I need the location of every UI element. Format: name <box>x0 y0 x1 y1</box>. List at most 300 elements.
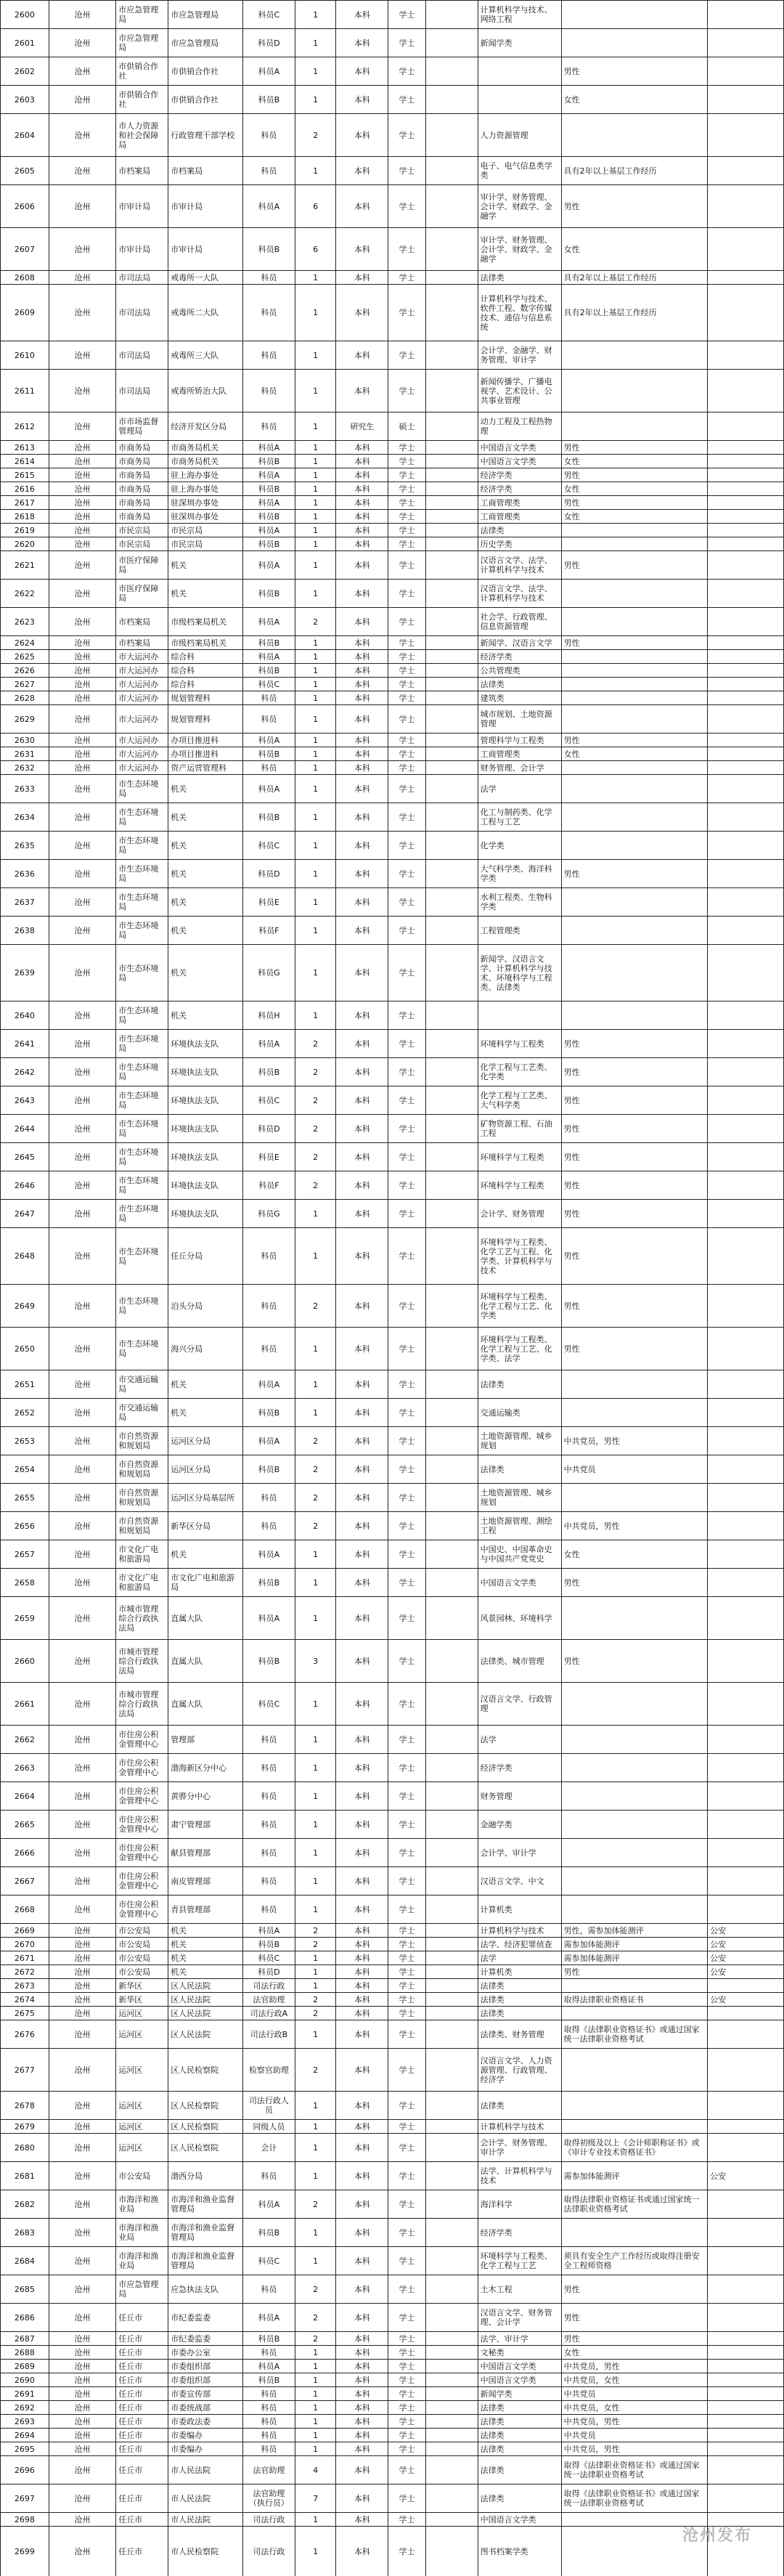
cell-unit: 市生态环境局 <box>116 860 168 888</box>
cell-degree: 学士 <box>388 1285 425 1328</box>
cell-unit: 市交通运输局 <box>116 1370 168 1399</box>
cell-code: 2617 <box>1 496 49 510</box>
cell-code: 2614 <box>1 455 49 468</box>
cell-code: 2678 <box>1 2092 49 2120</box>
cell-city: 沧州 <box>49 2456 115 2484</box>
cell-degree: 学士 <box>388 29 425 57</box>
cell-count: 1 <box>295 1867 336 1896</box>
cell-other: 中共党员，女性 <box>561 2401 707 2415</box>
cell-dept: 渤海新区分中心 <box>168 1754 243 1782</box>
cell-other <box>561 1811 707 1839</box>
cell-remark <box>708 2190 784 2219</box>
cell-edu: 本科 <box>336 1228 388 1285</box>
cell-dept: 市委组织部 <box>168 2360 243 2373</box>
cell-unit: 市生态环境局 <box>116 1143 168 1171</box>
cell-remark <box>708 468 784 482</box>
cell-count: 1 <box>295 2247 336 2275</box>
cell-unit: 市生态环境局 <box>116 1115 168 1143</box>
cell-count: 1 <box>295 29 336 57</box>
cell-unit: 市大运河办 <box>116 705 168 734</box>
cell-edu: 本科 <box>336 803 388 832</box>
cell-dept: 办项目推进科 <box>168 747 243 761</box>
cell-edu: 本科 <box>336 1979 388 1993</box>
cell-major: 法律类 <box>478 2415 561 2429</box>
table-row <box>1 1979 784 1993</box>
cell-code: 2646 <box>1 1171 49 1200</box>
cell-major: 新闻传播学、广播电视学、艺术设计、公共事业管理 <box>478 370 561 413</box>
cell-extra <box>425 2120 478 2134</box>
cell-edu: 本科 <box>336 2304 388 2332</box>
cell-degree: 学士 <box>388 1896 425 1924</box>
cell-extra <box>425 413 478 441</box>
cell-post: 科员 <box>242 705 295 734</box>
cell-count: 2 <box>295 1171 336 1200</box>
cell-post: 科员A <box>242 1597 295 1640</box>
cell-degree: 学士 <box>388 1328 425 1370</box>
cell-count: 2 <box>295 1924 336 1938</box>
cell-other: 男性 <box>561 1640 707 1683</box>
cell-edu: 本科 <box>336 2007 388 2020</box>
cell-degree: 学士 <box>388 86 425 114</box>
cell-count: 1 <box>295 580 336 608</box>
cell-other: 女性 <box>561 228 707 271</box>
cell-degree: 学士 <box>388 441 425 455</box>
cell-extra <box>425 1427 478 1455</box>
table-row <box>1 2304 784 2332</box>
table-row <box>1 157 784 185</box>
cell-dept: 任丘分局 <box>168 1228 243 1285</box>
cell-count: 1 <box>295 2387 336 2401</box>
cell-degree: 学士 <box>388 1512 425 1540</box>
cell-edu: 本科 <box>336 341 388 370</box>
cell-unit: 市城市管理综合行政执法局 <box>116 1597 168 1640</box>
cell-major: 城市规划、土地资源管理 <box>478 705 561 734</box>
cell-edu: 本科 <box>336 888 388 917</box>
table-row <box>1 1726 784 1754</box>
cell-unit: 市城市管理综合行政执法局 <box>116 1683 168 1726</box>
table-row <box>1 2275 784 2304</box>
cell-edu: 本科 <box>336 1597 388 1640</box>
cell-major: 新闻学类 <box>478 29 561 57</box>
cell-edu: 本科 <box>336 608 388 636</box>
cell-post: 科员F <box>242 1171 295 1200</box>
cell-edu: 本科 <box>336 761 388 775</box>
cell-extra <box>425 2415 478 2429</box>
cell-degree: 学士 <box>388 271 425 285</box>
cell-extra <box>425 524 478 537</box>
cell-post: 科员 <box>242 2275 295 2304</box>
cell-dept: 市委办公室 <box>168 2346 243 2360</box>
cell-extra <box>425 2401 478 2415</box>
cell-count: 1 <box>295 775 336 803</box>
cell-edu: 本科 <box>336 2020 388 2049</box>
cell-dept: 市人民检察院 <box>168 2527 243 2576</box>
cell-degree: 学士 <box>388 803 425 832</box>
cell-extra <box>425 271 478 285</box>
cell-edu: 本科 <box>336 551 388 580</box>
cell-city: 沧州 <box>49 860 115 888</box>
cell-count: 1 <box>295 537 336 551</box>
cell-other: 需参加体能测评 <box>561 1938 707 1951</box>
cell-post: 科员 <box>242 341 295 370</box>
cell-extra <box>425 1640 478 1683</box>
cell-count: 1 <box>295 1951 336 1965</box>
cell-remark <box>708 1328 784 1370</box>
cell-count: 1 <box>295 1754 336 1782</box>
cell-degree: 学士 <box>388 945 425 1001</box>
cell-dept: 市委组织部 <box>168 2373 243 2387</box>
cell-major: 法律类 <box>478 2484 561 2513</box>
cell-edu: 本科 <box>336 1427 388 1455</box>
cell-major: 新闻学、汉语言文学 <box>478 636 561 650</box>
cell-degree: 学士 <box>388 691 425 705</box>
cell-dept: 市海洋和渔业监督管理局 <box>168 2219 243 2247</box>
cell-edu: 本科 <box>336 2190 388 2219</box>
cell-edu: 本科 <box>336 1001 388 1030</box>
cell-city: 沧州 <box>49 832 115 860</box>
cell-code: 2635 <box>1 832 49 860</box>
cell-other: 男性 <box>561 468 707 482</box>
cell-code: 2653 <box>1 1427 49 1455</box>
cell-other: 男性 <box>561 496 707 510</box>
cell-other: 女性 <box>561 510 707 524</box>
cell-degree: 学士 <box>388 1200 425 1228</box>
cell-city: 沧州 <box>49 2219 115 2247</box>
table-row <box>1 1965 784 1979</box>
cell-extra <box>425 747 478 761</box>
cell-post: 科员D <box>242 1115 295 1143</box>
cell-degree: 学士 <box>388 1569 425 1597</box>
table-row <box>1 551 784 580</box>
cell-code: 2623 <box>1 608 49 636</box>
cell-degree: 学士 <box>388 1058 425 1086</box>
cell-extra <box>425 664 478 678</box>
table-row <box>1 678 784 691</box>
cell-city: 沧州 <box>49 370 115 413</box>
cell-city: 沧州 <box>49 2092 115 2120</box>
cell-post: 科员B <box>242 636 295 650</box>
cell-post: 科员B <box>242 1058 295 1086</box>
cell-other <box>561 2219 707 2247</box>
cell-code: 2651 <box>1 1370 49 1399</box>
table-row <box>1 2092 784 2120</box>
cell-other <box>561 1839 707 1867</box>
cell-city: 沧州 <box>49 285 115 341</box>
cell-degree: 学士 <box>388 1839 425 1867</box>
cell-code: 2661 <box>1 1683 49 1726</box>
cell-other: 男性 <box>561 2304 707 2332</box>
watermark: 沧州发布 <box>682 2527 752 2545</box>
cell-extra <box>425 1484 478 1512</box>
cell-dept: 环境执法支队 <box>168 1115 243 1143</box>
table-row <box>1 1782 784 1811</box>
cell-degree: 学士 <box>388 2387 425 2401</box>
cell-extra <box>425 2456 478 2484</box>
cell-count: 3 <box>295 1640 336 1683</box>
cell-major: 矿物资源工程、石油工程 <box>478 1115 561 1143</box>
cell-extra <box>425 2162 478 2190</box>
cell-unit: 市审计局 <box>116 185 168 228</box>
cell-code: 2632 <box>1 761 49 775</box>
cell-dept: 机关 <box>168 1924 243 1938</box>
cell-edu: 本科 <box>336 2484 388 2513</box>
cell-unit: 任丘市 <box>116 2513 168 2527</box>
cell-unit: 市应急管理局 <box>116 2275 168 2304</box>
cell-edu: 本科 <box>336 524 388 537</box>
cell-code: 2681 <box>1 2162 49 2190</box>
cell-count: 1 <box>295 1 336 29</box>
cell-remark <box>708 917 784 945</box>
cell-count: 1 <box>295 2513 336 2527</box>
cell-major: 会计学、财务管理 <box>478 1200 561 1228</box>
cell-other <box>561 761 707 775</box>
cell-dept: 环境执法支队 <box>168 1171 243 1200</box>
cell-degree: 学士 <box>388 1228 425 1285</box>
cell-major: 动力工程及工程热物理 <box>478 413 561 441</box>
cell-post: 科员F <box>242 917 295 945</box>
cell-extra <box>425 2247 478 2275</box>
cell-code: 2656 <box>1 1512 49 1540</box>
cell-city: 沧州 <box>49 1115 115 1143</box>
cell-other <box>561 1782 707 1811</box>
cell-city: 沧州 <box>49 1540 115 1569</box>
cell-major: 法律类 <box>478 524 561 537</box>
cell-code: 2606 <box>1 185 49 228</box>
cell-remark <box>708 2092 784 2120</box>
cell-degree: 学士 <box>388 1811 425 1839</box>
cell-code: 2684 <box>1 2247 49 2275</box>
cell-post: 科员 <box>242 1726 295 1754</box>
cell-dept: 市审计局 <box>168 185 243 228</box>
cell-extra <box>425 1979 478 1993</box>
cell-unit: 市商务局 <box>116 482 168 496</box>
table-row <box>1 1683 784 1726</box>
cell-major: 水利工程类、生物科学类 <box>478 888 561 917</box>
cell-city: 沧州 <box>49 636 115 650</box>
cell-edu: 本科 <box>336 650 388 664</box>
cell-code: 2686 <box>1 2304 49 2332</box>
cell-extra <box>425 2429 478 2442</box>
cell-major: 财务管理 <box>478 1782 561 1811</box>
cell-dept: 驻上海办事处 <box>168 468 243 482</box>
cell-major: 法律类 <box>478 1979 561 1993</box>
cell-city: 沧州 <box>49 1030 115 1058</box>
cell-degree: 学士 <box>388 1938 425 1951</box>
cell-post: 科员 <box>242 1811 295 1839</box>
cell-unit: 市自然资源和规划局 <box>116 1427 168 1455</box>
cell-degree: 学士 <box>388 2484 425 2513</box>
cell-remark <box>708 1399 784 1427</box>
cell-dept: 驻深圳办事处 <box>168 510 243 524</box>
cell-city: 沧州 <box>49 1001 115 1030</box>
table-row <box>1 1200 784 1228</box>
cell-degree: 学士 <box>388 496 425 510</box>
cell-unit: 市审计局 <box>116 228 168 271</box>
table-row <box>1 1115 784 1143</box>
cell-remark <box>708 2401 784 2415</box>
cell-count: 1 <box>295 1811 336 1839</box>
cell-code: 2682 <box>1 2190 49 2219</box>
cell-code: 2680 <box>1 2134 49 2162</box>
cell-unit: 市住房公积金管理中心 <box>116 1896 168 1924</box>
cell-edu: 本科 <box>336 1540 388 1569</box>
cell-count: 1 <box>295 370 336 413</box>
cell-major <box>478 57 561 86</box>
cell-edu: 本科 <box>336 775 388 803</box>
cell-other <box>561 29 707 57</box>
cell-city: 沧州 <box>49 580 115 608</box>
table-row <box>1 775 784 803</box>
cell-city: 沧州 <box>49 1754 115 1782</box>
cell-unit: 任丘市 <box>116 2401 168 2415</box>
cell-edu: 本科 <box>336 2456 388 2484</box>
cell-extra <box>425 2513 478 2527</box>
cell-post: 同级人员 <box>242 2120 295 2134</box>
cell-code: 2619 <box>1 524 49 537</box>
cell-city: 沧州 <box>49 888 115 917</box>
cell-count: 2 <box>295 1455 336 1484</box>
cell-major: 法学 <box>478 1951 561 1965</box>
cell-city: 沧州 <box>49 1726 115 1754</box>
cell-major <box>478 86 561 114</box>
cell-unit: 市海洋和渔业局 <box>116 2219 168 2247</box>
cell-code: 2699 <box>1 2527 49 2576</box>
cell-code: 2645 <box>1 1143 49 1171</box>
cell-code: 2628 <box>1 691 49 705</box>
cell-major: 经济学类 <box>478 2219 561 2247</box>
cell-unit: 市公安局 <box>116 1965 168 1979</box>
cell-code: 2633 <box>1 775 49 803</box>
cell-extra <box>425 1867 478 1896</box>
cell-dept: 市审计局 <box>168 228 243 271</box>
cell-remark <box>708 1484 784 1512</box>
cell-major: 建筑类 <box>478 691 561 705</box>
cell-city: 沧州 <box>49 2484 115 2513</box>
cell-degree: 学士 <box>388 2020 425 2049</box>
cell-remark <box>708 57 784 86</box>
cell-unit: 市住房公积金管理中心 <box>116 1782 168 1811</box>
cell-extra <box>425 2484 478 2513</box>
cell-dept: 机关 <box>168 860 243 888</box>
cell-other <box>561 1683 707 1726</box>
cell-major: 土地资源管理、城乡规划 <box>478 1484 561 1512</box>
cell-edu: 本科 <box>336 917 388 945</box>
cell-count: 2 <box>295 1285 336 1328</box>
cell-unit: 市司法局 <box>116 370 168 413</box>
cell-degree: 学士 <box>388 2429 425 2442</box>
cell-city: 沧州 <box>49 1896 115 1924</box>
cell-city: 沧州 <box>49 2247 115 2275</box>
cell-major: 法律类 <box>478 2092 561 2120</box>
cell-unit: 任丘市 <box>116 2527 168 2576</box>
cell-dept: 市民宗局 <box>168 537 243 551</box>
cell-dept: 机关 <box>168 1399 243 1427</box>
cell-extra <box>425 945 478 1001</box>
cell-edu: 本科 <box>336 2219 388 2247</box>
cell-major: 汉语言文学、中文 <box>478 1867 561 1896</box>
cell-city: 沧州 <box>49 691 115 705</box>
cell-remark <box>708 1811 784 1839</box>
cell-dept: 市供销合作社 <box>168 57 243 86</box>
cell-edu: 本科 <box>336 747 388 761</box>
cell-count: 2 <box>295 2304 336 2332</box>
cell-degree: 学士 <box>388 2049 425 2092</box>
cell-post: 科员A <box>242 1370 295 1399</box>
cell-count: 1 <box>295 1200 336 1228</box>
cell-edu: 本科 <box>336 1811 388 1839</box>
cell-extra <box>425 1399 478 1427</box>
cell-code: 2627 <box>1 678 49 691</box>
cell-unit: 市医疗保障局 <box>116 580 168 608</box>
cell-degree: 学士 <box>388 2332 425 2346</box>
cell-extra <box>425 860 478 888</box>
cell-edu: 本科 <box>336 537 388 551</box>
cell-edu: 本科 <box>336 57 388 86</box>
cell-code: 2612 <box>1 413 49 441</box>
cell-count: 2 <box>295 2190 336 2219</box>
cell-remark <box>708 1683 784 1726</box>
cell-remark <box>708 114 784 157</box>
cell-extra <box>425 2346 478 2360</box>
cell-edu: 本科 <box>336 29 388 57</box>
cell-remark <box>708 860 784 888</box>
cell-post: 科员H <box>242 1001 295 1030</box>
cell-degree: 学士 <box>388 1399 425 1427</box>
table-row <box>1 2456 784 2484</box>
cell-count: 6 <box>295 185 336 228</box>
cell-post: 科员A <box>242 734 295 747</box>
cell-major: 会计学、财务管理、审计学 <box>478 2134 561 2162</box>
cell-city: 沧州 <box>49 496 115 510</box>
cell-other: 中共党员，男性 <box>561 2415 707 2429</box>
cell-edu: 本科 <box>336 1569 388 1597</box>
cell-edu: 本科 <box>336 2162 388 2190</box>
cell-degree: 学士 <box>388 1993 425 2007</box>
cell-other: 中共党员 <box>561 2429 707 2442</box>
cell-degree: 学士 <box>388 1782 425 1811</box>
cell-code: 2652 <box>1 1399 49 1427</box>
table-row <box>1 1924 784 1938</box>
cell-post: 科员 <box>242 2429 295 2442</box>
cell-other: 男性 <box>561 1228 707 1285</box>
cell-major: 经济学类 <box>478 482 561 496</box>
cell-city: 沧州 <box>49 228 115 271</box>
cell-code: 2687 <box>1 2332 49 2346</box>
cell-remark <box>708 1285 784 1328</box>
cell-post: 科员A <box>242 650 295 664</box>
cell-remark <box>708 510 784 524</box>
cell-unit: 市住房公积金管理中心 <box>116 1726 168 1754</box>
cell-dept: 戒毒所三大队 <box>168 341 243 370</box>
cell-post: 科员 <box>242 2346 295 2360</box>
cell-code: 2650 <box>1 1328 49 1370</box>
cell-post: 科员C <box>242 1 295 29</box>
cell-count: 1 <box>295 1896 336 1924</box>
cell-code: 2608 <box>1 271 49 285</box>
cell-code: 2636 <box>1 860 49 888</box>
cell-dept: 市商务局机关 <box>168 455 243 468</box>
cell-remark <box>708 1597 784 1640</box>
cell-post: 科员A <box>242 2304 295 2332</box>
cell-post: 科员A <box>242 608 295 636</box>
cell-count: 1 <box>295 1540 336 1569</box>
cell-major: 法律类 <box>478 271 561 285</box>
cell-code: 2691 <box>1 2387 49 2401</box>
cell-unit: 任丘市 <box>116 2304 168 2332</box>
cell-post: 科员B <box>242 2332 295 2346</box>
cell-dept: 区人民检察院 <box>168 2092 243 2120</box>
cell-city: 沧州 <box>49 185 115 228</box>
